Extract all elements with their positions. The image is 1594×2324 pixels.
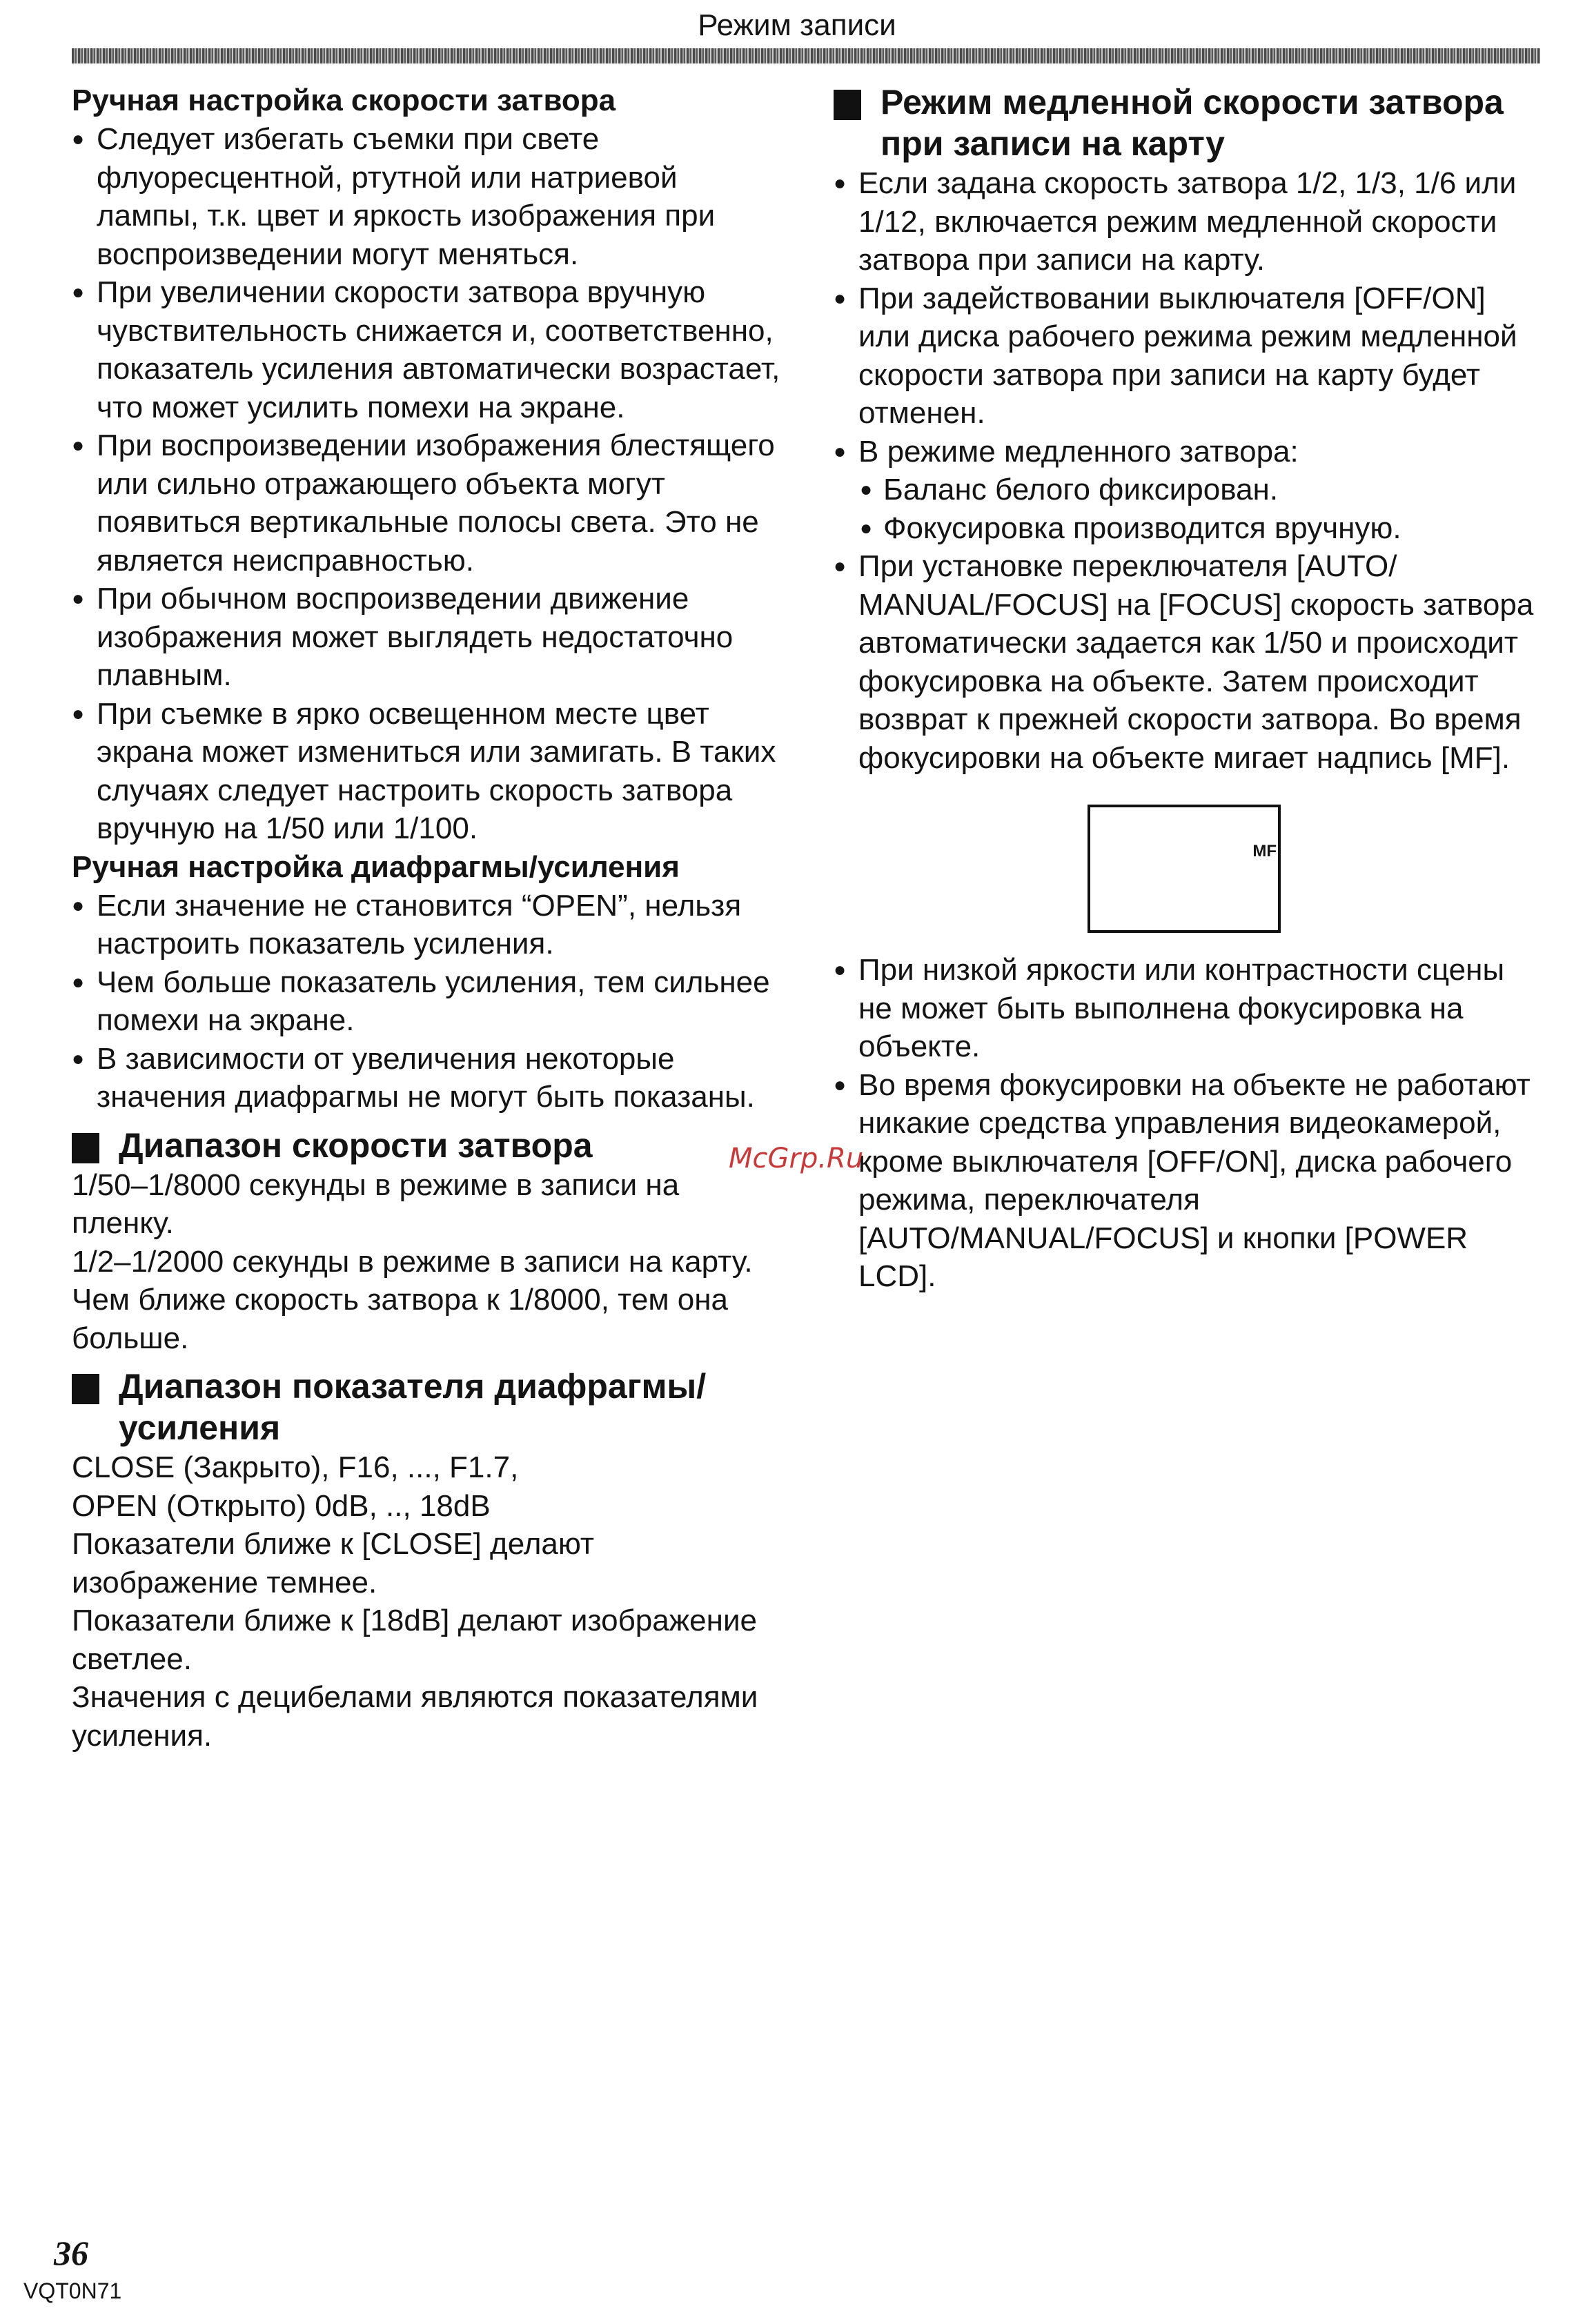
- left-column: [72, 81, 783, 1755]
- list-item: ● При обычном воспроизведении движение изображения может выглядеть недостаточно плавным.: [72, 580, 783, 695]
- section-shutter-range: [72, 1125, 783, 1166]
- paragraph: CLOSE (Закрыто), F16, ..., F1.7,: [72, 1450, 519, 1484]
- section-title: Диапазон показателя диафрагмы/ усиления: [119, 1367, 707, 1447]
- section-title: Режим медленной скорости затвора при записи на карту: [880, 83, 1504, 163]
- list-item: ● Чем больше показатель усиления, тем сильнее помехи на экране.: [72, 963, 783, 1040]
- sub-list-item: ● Баланс белого фиксирован.: [834, 471, 1544, 509]
- section-title: Диапазон скорости затвора: [119, 1125, 593, 1165]
- list-item: ● Если задана скорость затвора 1/2, 1/3, 1/6 или 1/12, включается режим медленной скорости затвора при записи на карту.: [834, 164, 1544, 279]
- list-item: ● При задействовании выключателя [OFF/ON] или диска рабочего режима режим медленной скорости затвора при записи на карту будет отменен.: [834, 279, 1544, 433]
- list-item: ● При увеличении скорости затвора вручную чувствительность снижается и, соответственно, показатель усиления автоматически возрастает, что может усилить помехи на экране.: [72, 273, 783, 426]
- list-item: ● Следует избегать съемки при свете флуоресцентной, ртутной или натриевой лампы, т.к. цвет и яркость изображения при воспроизведении могут меняться.: [72, 120, 783, 273]
- paragraph: Значения с децибелами являются показателями усиления.: [72, 1680, 758, 1753]
- page-number: 36: [54, 2234, 88, 2272]
- list-item: ● При съемке в ярко освещенном месте цвет экрана может измениться или замигать. В таких случаях следует настроить скорость затвора вручную на 1/50 или 1/100.: [72, 695, 783, 848]
- paragraph: Показатели ближе к [18dB] делают изображение светлее.: [72, 1604, 757, 1676]
- list-item: ● Если значение не становится “OPEN”, нельзя настроить показатель усиления.: [72, 887, 783, 963]
- section-square-icon: [834, 90, 861, 120]
- document-code: VQT0N71: [23, 2278, 122, 2303]
- screen-illustration: [1088, 805, 1281, 933]
- list-item: ● При воспроизведении изображения блестящего или сильно отражающего объекта могут появиться вертикальные полосы света. Это не является неисправностью.: [72, 426, 783, 580]
- mf-indicator: MF: [1252, 842, 1277, 860]
- header-divider-band: [72, 48, 1540, 63]
- list-item: ● В режиме медленного затвора:: [834, 433, 1544, 471]
- mf-marker: [1278, 839, 1281, 867]
- paragraph: 1/50–1/8000 секунды в режиме в записи на пленку.: [72, 1168, 680, 1240]
- heading-manual-shutter: Ручная настройка скорости затвора: [72, 83, 616, 117]
- watermark-text: McGrp.Ru: [729, 1143, 864, 1174]
- paragraph: Показатели ближе к [CLOSE] делают изображение темнее.: [72, 1527, 595, 1599]
- section-slow-shutter: [834, 81, 1544, 164]
- paragraph: 1/2–1/2000 секунды в режиме в записи на карту.: [72, 1244, 753, 1279]
- page-header-title: Режим записи: [698, 8, 896, 42]
- paragraph: Чем ближе скорость затвора к 1/8000, тем она больше.: [72, 1283, 729, 1355]
- section-square-icon: [72, 1133, 99, 1163]
- section-square-icon: [72, 1374, 99, 1404]
- heading-manual-iris-gain: Ручная настройка диафрагмы/усиления: [72, 849, 680, 884]
- list-item: ● При низкой яркости или контрастности сцены не может быть выполнена фокусировка на объекте.: [834, 951, 1544, 1066]
- paragraph: OPEN (Открыто) 0dB, .., 18dB: [72, 1488, 491, 1523]
- list-item: ● В зависимости от увеличения некоторые значения диафрагмы не могут быть показаны.: [72, 1040, 783, 1116]
- list-item: ● При установке переключателя [AUTO/ MANUAL/FOCUS] на [FOCUS] скорость затвора автоматически задается как 1/50 и происходит фокусировка на объекте. Затем происходит возврат к прежней скорости затвора. Во время фокусировки на объекте мигает надпись [MF].: [834, 547, 1544, 777]
- list-item: ● Во время фокусировки на объекте не работают никакие средства управления видеокамерой, кроме выключателя [OFF/ON], диска рабочего режима, переключателя [AUTO/MANUAL/FOCUS] и кнопки [POWER LCD].: [834, 1066, 1544, 1296]
- sub-list-item: ● Фокусировка производится вручную.: [834, 509, 1544, 548]
- right-column: [834, 81, 1544, 1296]
- section-iris-gain-range: [72, 1366, 783, 1448]
